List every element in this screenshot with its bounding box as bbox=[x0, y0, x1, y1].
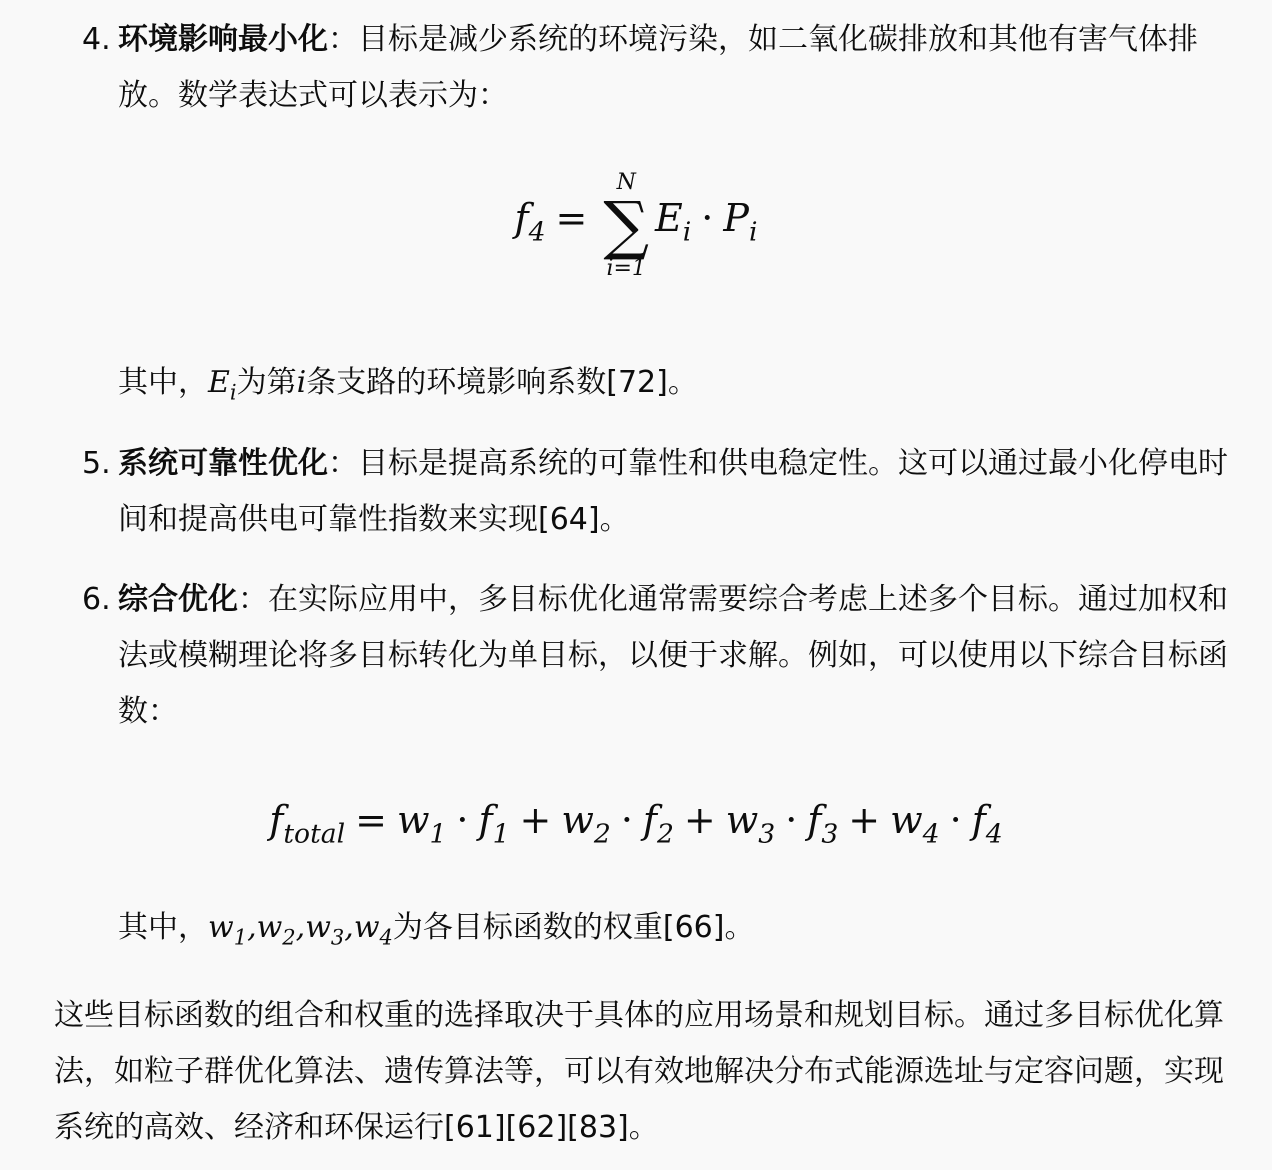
list-item-5 bbox=[82, 436, 1240, 548]
term-e: $E_i$ bbox=[655, 195, 692, 247]
formula-f4 bbox=[0, 172, 1272, 280]
closing-paragraph: 这些目标函数的组合和权重的选择取决于具体的应用场景和规划目标。通过多目标优化算法，如粒子群优化算法、遗传算法等，可以有效地解决分布式能源选址与定容问题，实现系统的高效、经济和环保运行[61][62][83]。 bbox=[54, 998, 1224, 1145]
note-var-i: i bbox=[296, 365, 307, 400]
sum-sigma: ∑ bbox=[603, 189, 650, 263]
list-item-6 bbox=[82, 572, 1240, 740]
summation bbox=[603, 172, 649, 280]
term-p: $P_i$ bbox=[723, 195, 758, 247]
sum-upper: N bbox=[616, 170, 636, 195]
list-number: 6. bbox=[82, 582, 111, 617]
list-number: 5. bbox=[82, 446, 111, 481]
formula-note-6: 其中，$w_1,w_2,w_3,w_4$为各目标函数的权重[66]。 bbox=[118, 910, 755, 950]
item-text: ：目标是提高系统的可靠性和供电稳定性。这可以通过最小化停电时间和提高供电可靠性指数来实现[64]。 bbox=[118, 446, 1228, 537]
item-text: ：目标是减少系统的环境污染，如二氧化碳排放和其他有害气体排放。数学表达式可以表示为： bbox=[118, 22, 1198, 113]
item-text: ：在实际应用中，多目标优化通常需要综合考虑上述多个目标。通过加权和法或模糊理论将多目标转化为单目标，以便于求解。例如，可以使用以下综合目标函数： bbox=[118, 582, 1228, 729]
formula-lhs: $f_4$ bbox=[514, 195, 546, 247]
formula-total: $f_{total} = w_1 \cdot f_1 + w_2 \cdot f_2 + w_3 \cdot f_3 + w_4 \cdot f_4$ bbox=[269, 798, 1003, 850]
formula-eq: = bbox=[555, 195, 588, 240]
item-title: 系统可靠性优化 bbox=[118, 446, 328, 481]
note-var-e: $E_i$ bbox=[208, 365, 237, 405]
list-number: 4. bbox=[82, 22, 111, 57]
formula-note-4: 其中，$E_i$为第i条支路的环境影响系数[72]。 bbox=[118, 365, 698, 405]
sum-lower: i=1 bbox=[606, 256, 646, 281]
item-title: 环境影响最小化 bbox=[118, 22, 328, 57]
item-title: 综合优化 bbox=[118, 582, 238, 617]
formula-dot: · bbox=[701, 195, 714, 240]
list-item-4 bbox=[82, 12, 1240, 124]
